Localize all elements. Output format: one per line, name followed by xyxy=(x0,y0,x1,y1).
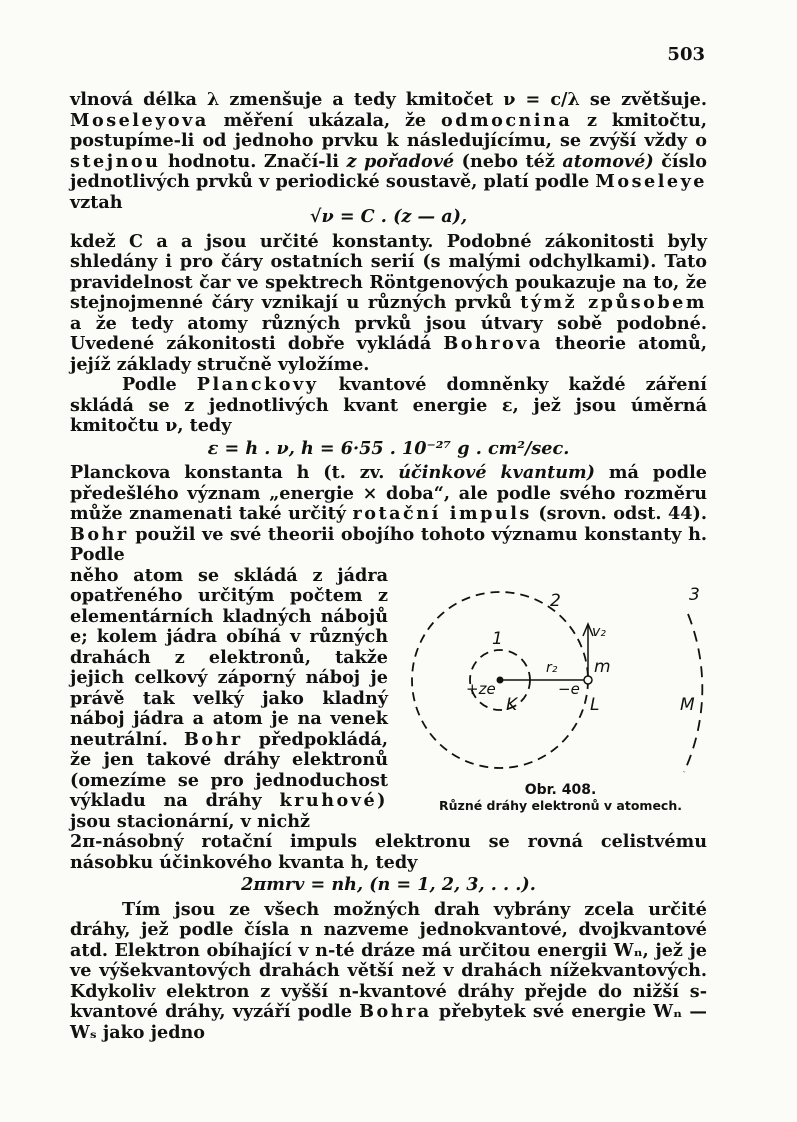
label-orbit-2: 2 xyxy=(550,591,561,611)
label-orbit-1: 1 xyxy=(492,629,503,649)
paragraph-constants: kdež C a a jsou určité konstanty. Podobné zákonitosti byly shledány i pro čáry ostatních serií (s malými odchylkami). Tato pravidelnost čar ve spektrech Röntgenových poukazuje na to, že stejnojmenné čáry vznikají u různých prvků týmž způsobem a že tedy atomy různých prvků jsou útvary sobě podobné. Uvedené zákonitosti dobře vykládá Bohrova theorie atomů, jejíž základy stručně vyložíme. xyxy=(70,230,707,375)
label-v2: v₂ xyxy=(592,624,606,640)
page-number: 503 xyxy=(667,44,705,65)
label-L: L xyxy=(590,695,600,715)
equation-quantization: 2πmrv = nh, (n = 1, 2, 3, . . .). xyxy=(241,874,536,895)
orbit-3 xyxy=(684,614,702,772)
electron xyxy=(584,676,592,684)
figure-caption-text: Různé dráhy elektronů v atomech. xyxy=(439,798,682,813)
paragraph-moseley: vlnová délka λ zmenšuje a tedy kmitočet ν = c/λ se zvětšuje. Moseleyova měření ukázala, že odmocnina z kmitočtu, postupíme-li od jednoho prvku k následujícímu, se zvýší vždy o stejnou hodnotu. Značí-li z pořadové (nebo též atomové) číslo jednotlivých prvků v periodické soustavě, platí podle Moseleye vztah xyxy=(70,89,707,213)
figure-number: Obr. 408. xyxy=(524,782,597,798)
figure-caption xyxy=(408,782,713,813)
label-m: m xyxy=(594,657,611,677)
paragraph-bohr-model: něho atom se skládá z jádra opatřeného určitým počtem z elementárních kladných nábojů e; kolem jádra obíhá v různých drahách z elektronů, takže jejich celkový záporný náboj je právě tak velký jako kladný náboj jádra a atom je na venek neutrální. Bohr předpokládá, že jen takové dráhy elektronů (omezíme se pro jednoduchost výkladu na dráhy kruhové) jsou stacionární, v nichž xyxy=(70,564,388,832)
paragraph-quantization: 2π-násobný rotační impuls elektronu se rovná celistvému násobku účinkového kvanta h, tedy xyxy=(70,831,707,873)
label-K: K xyxy=(506,695,518,715)
paragraph-planck: Podle Planckovy kvantové domněnky každé záření skládá se z jednotlivých kvant energie ε, jež jsou úměrná kmitočtu ν, tedy xyxy=(70,374,707,436)
equation-moseley: √ν = C . (z — a), xyxy=(309,206,468,227)
orbit-diagram xyxy=(396,584,716,784)
label-r2: r₂ xyxy=(546,660,558,676)
label-M: M xyxy=(680,695,695,715)
equation-planck: ε = h . ν, h = 6·55 . 10⁻²⁷ g . cm²/sec. xyxy=(207,437,570,459)
label-electron-charge: −e xyxy=(558,680,580,698)
label-orbit-3: 3 xyxy=(689,585,700,605)
label-nucleus-charge: +ze xyxy=(466,680,496,698)
paragraph-energy: Tím jsou ze všech možných drah vybrány zcela určité dráhy, jež podle čísla n nazveme jednokvantové, dvojkvantové atd. Elektron obíhající v n-té dráze má určitou energii Wₙ, jež je ve výšekvantových drahách větší než v drahách nížekvantových. Kdykoliv elektron z vyšší n-kvantové dráhy přejde do nižší s-kvantové dráhy, vyzáří podle Bohra přebytek své energie Wₙ — Wₛ jako jedno xyxy=(70,898,707,1043)
paragraph-planck-constant: Planckova konstanta h (t. zv. účinkové kvantum) má podle předešlého význam „energie × doba“, ale podle svého rozměru může znamenati také určitý rotační impuls (srovn. odst. 44). Bohr použil ve své theorii obojího tohoto významu konstanty h. Podle xyxy=(70,462,707,565)
text-lower xyxy=(70,832,707,1043)
